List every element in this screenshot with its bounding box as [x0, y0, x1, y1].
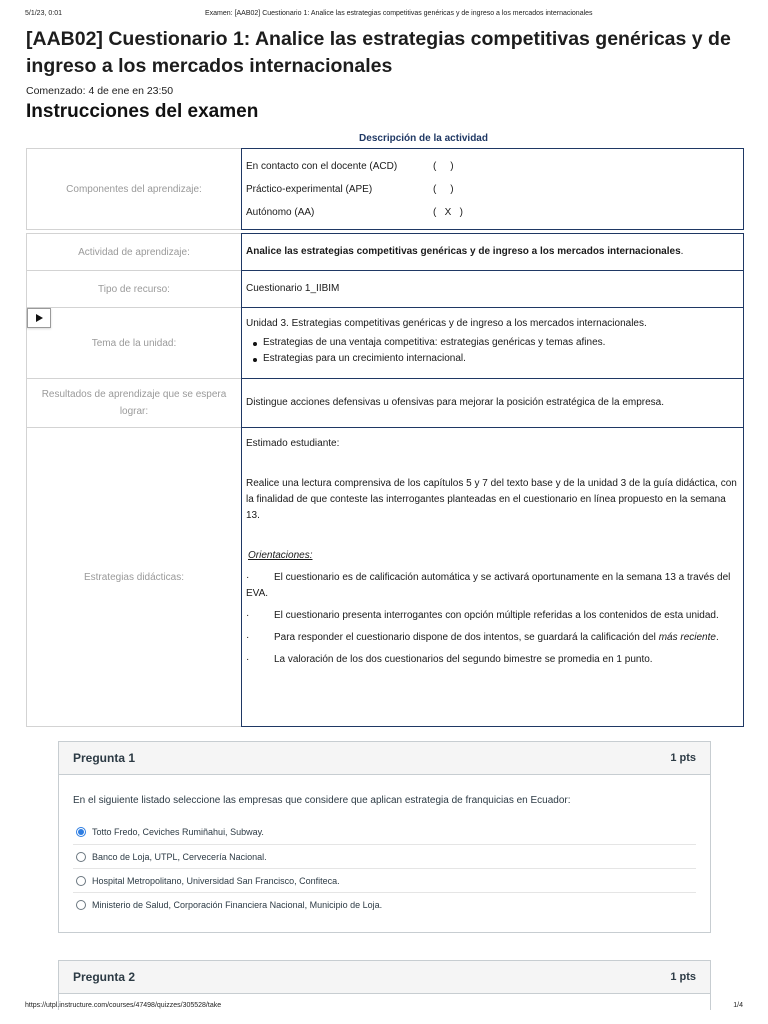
activity-table — [26, 130, 744, 727]
answer-option[interactable] — [73, 844, 696, 868]
play-button[interactable] — [27, 308, 51, 328]
row-estrategias — [26, 428, 744, 727]
answer-label: Hospital Metropolitano, Universidad San Francisco, Confiteca. — [92, 875, 340, 886]
started-timestamp: Comenzado: 4 de ene en 23:50 — [26, 85, 174, 97]
label-actividad: Actividad de aprendizaje: — [26, 233, 241, 271]
value-resultados: Distingue acciones defensivas u ofensivas para mejorar la posición estratégica de la empresa. — [241, 379, 744, 428]
greeting: Estimado estudiante: — [246, 438, 340, 449]
componente-row: Autónomo (AA) ( X ) — [246, 206, 463, 218]
tema-item: Estrategias para un crecimiento internacional. — [253, 351, 739, 367]
question-card — [58, 741, 711, 933]
activity-caption: Descripción de la actividad — [359, 133, 488, 144]
row-tema — [26, 308, 744, 379]
question-title: Pregunta 1 — [73, 751, 136, 765]
answer-label: Totto Fredo, Ceviches Rumiñahui, Subway. — [92, 827, 264, 837]
play-icon — [36, 314, 43, 322]
label-tema: Tema de la unidad: — [91, 337, 177, 349]
radio-empty-icon[interactable] — [76, 876, 86, 886]
radio-selected-icon[interactable] — [76, 827, 86, 837]
print-date: 5/1/23, 0:01 — [25, 10, 62, 17]
instructions-heading: Instrucciones del examen — [26, 101, 259, 122]
question-text: En el siguiente listado seleccione las empresas que considere que aplican estrategia de franquicias en Ecuador: — [73, 795, 571, 806]
answer-option[interactable] — [73, 892, 696, 916]
label-recurso: Tipo de recurso: — [26, 271, 241, 308]
orientacion-item: · La valoración de los dos cuestionarios del segundo bimestre se promedia en 1 punto. — [246, 654, 653, 665]
answer-label: Ministerio de Salud, Corporación Financiera Nacional, Municipio de Loja. — [92, 899, 383, 910]
orientacion-item: · Para responder el cuestionario dispone de dos intentos, se guardará la calificación del más reciente. — [246, 632, 719, 643]
question-header — [59, 961, 710, 994]
question-header — [59, 742, 710, 775]
componente-row: Práctico-experimental (APE) ( ) — [246, 183, 454, 195]
orientaciones-label: Orientaciones: — [248, 550, 313, 561]
row-componentes — [26, 148, 744, 230]
label-resultados: Resultados de aprendizaje que se espera lograr: — [26, 379, 241, 428]
value-actividad: Analice las estrategias competitivas genéricas y de ingreso a los mercados internacionales. — [241, 233, 744, 271]
row-actividad — [26, 233, 744, 271]
value-componentes — [241, 148, 744, 230]
orientacion-item: · El cuestionario es de calificación automática y se activará oportunamente en la semana 13 a través del EVA. — [246, 572, 731, 599]
componente-row: En contacto con el docente (ACD) ( ) — [246, 160, 454, 172]
tema-text: Unidad 3. Estrategias competitivas genéricas y de ingreso a los mercados internacionales. — [246, 318, 647, 329]
label-componentes: Componentes del aprendizaje: — [26, 148, 241, 230]
question-points: 1 pts — [670, 971, 696, 983]
label-estrategias: Estrategias didácticas: — [26, 428, 241, 727]
print-footer — [25, 1002, 743, 1009]
print-header — [25, 10, 743, 17]
tema-item: Estrategias de una ventaja competitiva: estrategias genéricas y temas afines. — [253, 335, 739, 351]
radio-empty-icon[interactable] — [76, 852, 86, 862]
value-estrategias — [241, 428, 744, 727]
question-title: Pregunta 2 — [73, 970, 136, 984]
answer-option[interactable] — [73, 868, 696, 892]
instructions-paragraph: Realice una lectura comprensiva de los capítulos 5 y 7 del texto base y de la unidad 3 de la guía didáctica, con la finalidad de que conteste las interrogantes planteadas en el cuestionario en línea propuesto en la semana 13. — [246, 478, 737, 521]
print-url: https://utpl.instructure.com/courses/47498/quizzes/305528/take — [25, 1002, 222, 1009]
row-recurso — [26, 271, 744, 308]
value-recurso: Cuestionario 1_IIBIM — [241, 271, 744, 308]
print-page-number: 1/4 — [733, 1002, 743, 1009]
answer-label: Banco de Loja, UTPL, Cervecería Nacional. — [92, 851, 267, 862]
tema-label-cell — [26, 308, 241, 379]
value-tema — [241, 308, 744, 379]
tema-list — [246, 335, 739, 367]
row-resultados — [26, 379, 744, 428]
actividad-text: Analice las estrategias competitivas genéricas y de ingreso a los mercados internacionales — [246, 246, 681, 257]
answer-option[interactable] — [73, 820, 696, 844]
radio-empty-icon[interactable] — [76, 900, 86, 910]
print-title: Examen: [AAB02] Cuestionario 1: Analice las estrategias competitivas genéricas y de ingreso a los mercados internacionales — [205, 10, 593, 17]
question-points: 1 pts — [670, 752, 696, 764]
page-title: [AAB02] Cuestionario 1: Analice las estrategias competitivas genéricas y de ingreso a los mercados internacionales — [26, 28, 731, 77]
orientacion-item: · El cuestionario presenta interrogantes con opción múltiple referidas a los contenidos de esta unidad. — [246, 610, 719, 621]
question-body — [59, 775, 710, 932]
